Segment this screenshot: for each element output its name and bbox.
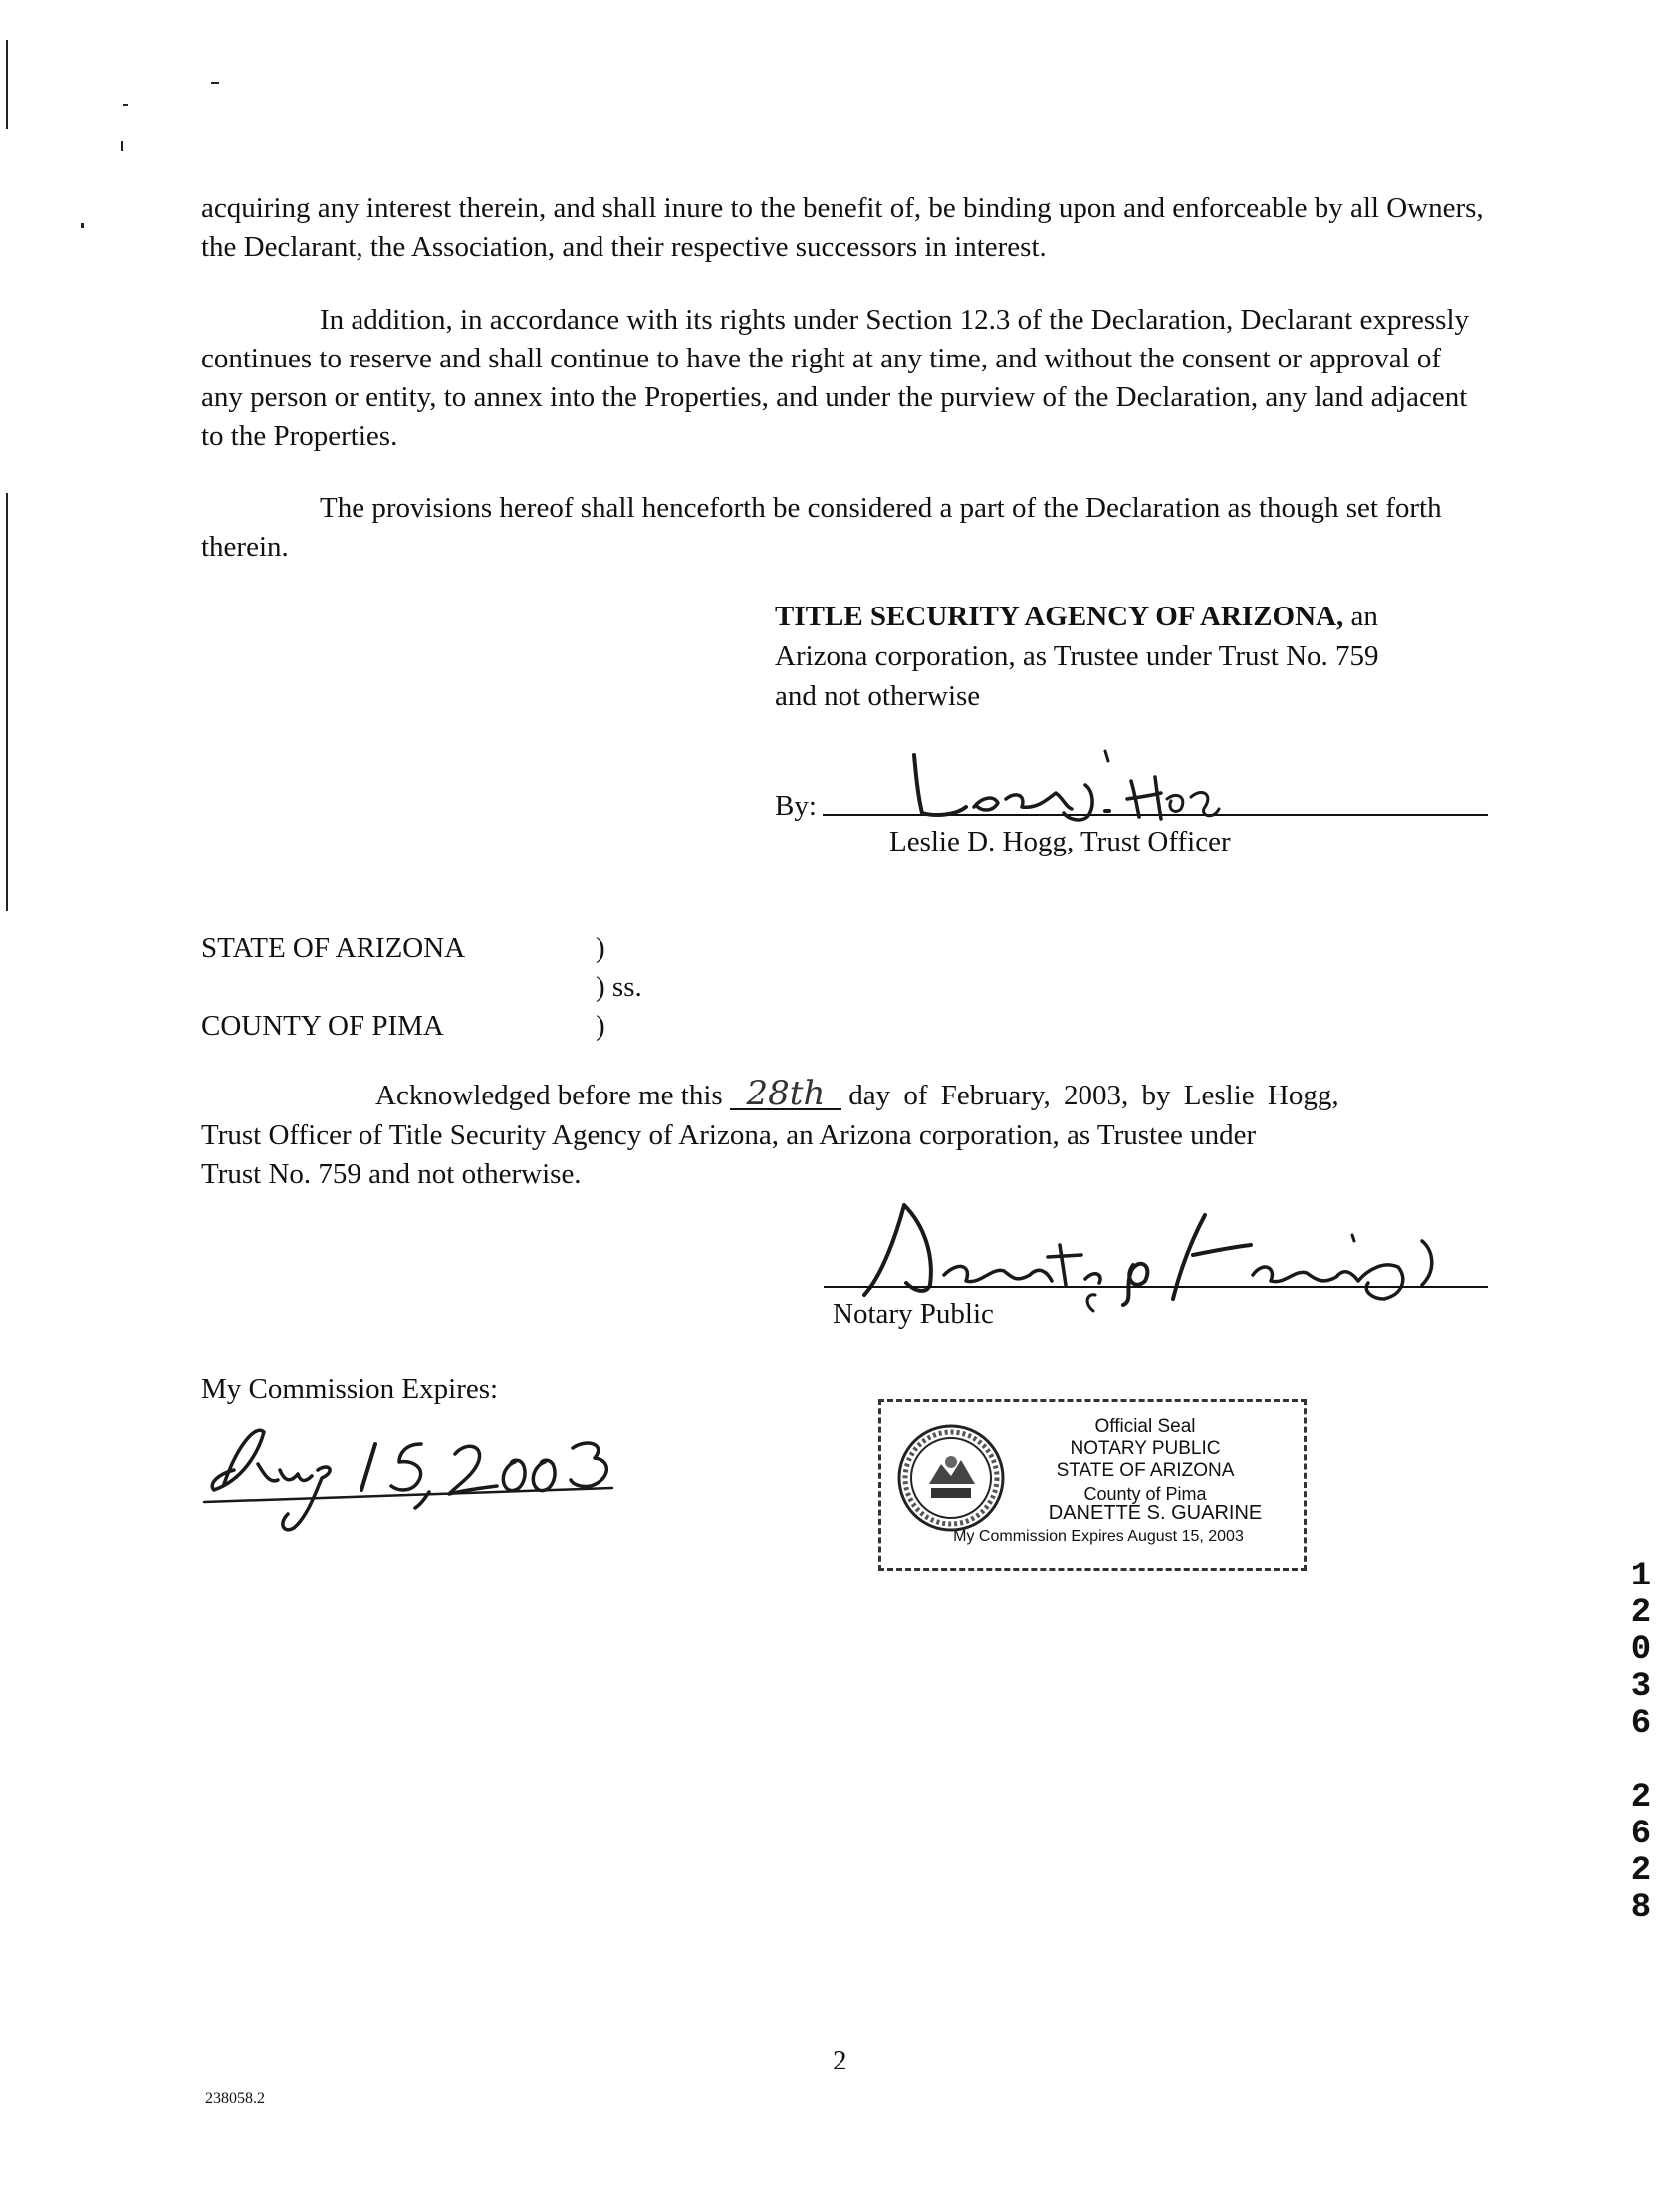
- scan-mark: [6, 40, 8, 129]
- scan-mark: [211, 82, 219, 84]
- recording-digit-spacer: [1621, 1743, 1661, 1780]
- notary-seal: [878, 1399, 1307, 1571]
- recording-digit: 2: [1630, 1779, 1652, 1817]
- signatory-company: [775, 598, 1378, 636]
- acknowledgment-line-3: Trust No. 759 and not otherwise.: [201, 1158, 582, 1190]
- recording-digit: 1: [1630, 1558, 1652, 1595]
- body-paragraph-1: acquiring any interest therein, and shall inure to the benefit of, be binding upon and enforceable by all Owners, the Declarant, the Association, and their respective successors in interest.: [201, 192, 1484, 263]
- acknowledgment-rest: day of February, 2003, by Leslie Hogg,: [848, 1080, 1339, 1111]
- recording-digit: 6: [1630, 1705, 1652, 1743]
- recording-digit: 0: [1630, 1631, 1652, 1669]
- notary-label: Notary Public: [833, 1298, 994, 1330]
- recording-digit: 6: [1630, 1816, 1652, 1853]
- seal-line-1: Official Seal: [1094, 1416, 1196, 1437]
- venue-county: COUNTY OF PIMA: [201, 1010, 444, 1042]
- signatory-line-3: and not otherwise: [775, 680, 981, 712]
- company-name: TITLE SECURITY AGENCY OF ARIZONA,: [775, 601, 1344, 632]
- scan-mark: [6, 493, 8, 911]
- body-paragraph-2: In addition, in accordance with its rights under Section 12.3 of the Declaration, Declarant expressly continues to reserve and shall continue to have the right at any time, and without the consent or approval of any person or entity, to annex into the Properties, and under the purview of the Declaration, any land adjacent to the Properties.: [201, 304, 1469, 452]
- venue-paren-top: ): [596, 932, 605, 964]
- recording-digit: 8: [1630, 1889, 1652, 1927]
- seal-line-5: DANETTE S. GUARINE: [1048, 1502, 1263, 1524]
- recording-number: [1621, 1559, 1661, 1927]
- company-suffix: an: [1343, 601, 1378, 632]
- scan-mark: [81, 223, 84, 228]
- seal-line-6: My Commission Expires August 15, 2003: [953, 1528, 1244, 1545]
- by-label: By:: [775, 790, 817, 822]
- page-number: 2: [833, 2045, 847, 2076]
- acknowledgment-day: 28th: [730, 1079, 841, 1110]
- arizona-state-seal-icon: [895, 1422, 1007, 1534]
- signer-name: Leslie D. Hogg, Trust Officer: [889, 826, 1231, 857]
- body-paragraph-3: The provisions hereof shall henceforth be considered a part of the Declaration as though set forth therein.: [201, 492, 1442, 563]
- commission-date-handwritten: [194, 1414, 652, 1544]
- seal-line-2: NOTARY PUBLIC: [1070, 1438, 1221, 1459]
- acknowledgment-line-2: Trust Officer of Title Security Agency of Arizona, an Arizona corporation, as Trustee under: [201, 1119, 1257, 1151]
- commission-label: My Commission Expires:: [201, 1373, 499, 1405]
- recording-digit: 2: [1630, 1852, 1652, 1890]
- signatory-line-2: Arizona corporation, as Trustee under Trust No. 759: [775, 640, 1379, 672]
- seal-line-4: County of Pima: [1083, 1484, 1207, 1504]
- scan-mark: [121, 141, 123, 151]
- recording-digit: 3: [1630, 1668, 1652, 1706]
- venue-ss: ) ss.: [596, 971, 642, 1003]
- acknowledgment-line-1: [201, 1074, 1486, 1115]
- venue-paren-bottom: ): [596, 1010, 605, 1042]
- notary-signature-line: [824, 1286, 1488, 1288]
- recording-digit: 2: [1630, 1594, 1652, 1632]
- acknowledgment-lead: Acknowledged before me this: [375, 1080, 723, 1111]
- scan-mark: [123, 104, 128, 106]
- document-id: 238058.2: [205, 2090, 265, 2107]
- seal-line-3: STATE OF ARIZONA: [1056, 1460, 1235, 1481]
- venue-state: STATE OF ARIZONA: [201, 932, 466, 964]
